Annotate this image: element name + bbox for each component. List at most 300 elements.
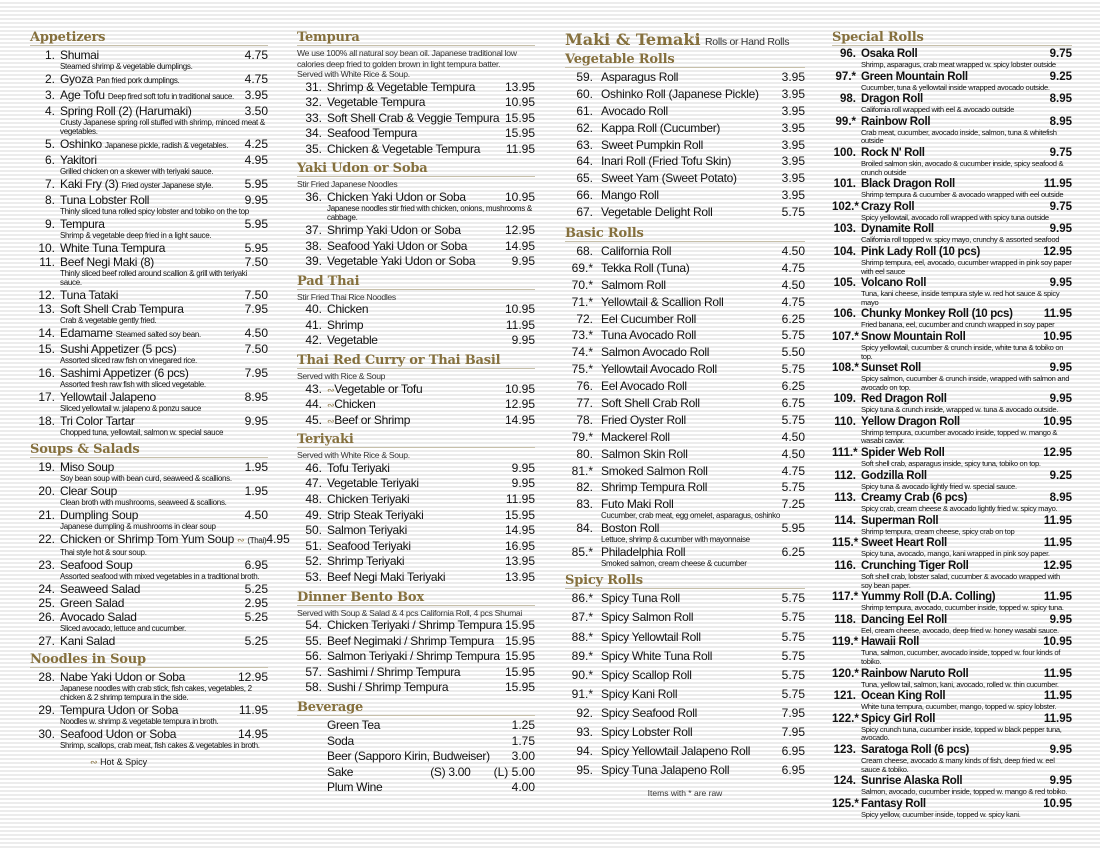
menu-item[interactable] <box>832 470 1072 493</box>
item-number: 89.* <box>571 648 593 663</box>
item-description: Cream cheese, avocado & many kinds of fish, deep fried w. eel sauce & tobiko. <box>861 755 1055 774</box>
item-number: 72. <box>576 311 593 326</box>
menu-item[interactable] <box>565 154 805 171</box>
item-name-wrap <box>327 476 419 490</box>
item-name: Tuna Avocado Roll <box>601 328 696 343</box>
item-price: 12.95 <box>237 670 268 684</box>
menu-item[interactable] <box>30 414 268 438</box>
item-name-wrap <box>60 177 213 193</box>
menu-item[interactable] <box>565 447 805 464</box>
menu-item[interactable] <box>565 312 805 329</box>
menu-item[interactable] <box>30 241 268 255</box>
item-body <box>601 545 805 569</box>
menu-item[interactable] <box>832 560 1072 591</box>
menu-item[interactable] <box>297 680 535 696</box>
raw-items-note: Items with * are raw <box>647 788 723 799</box>
item-name: Pink Lady Roll (10 pcs) <box>861 245 980 258</box>
item-name: Dancing Eel Roll <box>861 613 947 626</box>
item-name: Soft Shell Crab Tempura <box>60 302 184 316</box>
menu-item[interactable] <box>832 116 1072 147</box>
menu-item[interactable] <box>565 188 805 205</box>
item-name-row <box>327 476 535 490</box>
item-price: 10.95 <box>1043 797 1072 810</box>
item-body <box>861 331 1072 362</box>
menu-item[interactable] <box>832 362 1072 393</box>
item-name-row <box>327 649 535 663</box>
item-body <box>861 393 1072 416</box>
menu-item[interactable] <box>832 178 1072 201</box>
menu-item[interactable] <box>565 396 805 413</box>
menu-item[interactable] <box>565 278 805 295</box>
column-2 <box>297 30 535 800</box>
item-number: 38. <box>305 238 322 253</box>
item-name-row <box>601 687 805 701</box>
item-name-wrap <box>60 366 189 380</box>
menu-item[interactable] <box>297 382 535 398</box>
item-description: Soft shell crab, lobster salad, cucumber & avocado wrapped with soy bean paper. <box>861 572 1060 590</box>
item-price: 16.95 <box>504 538 535 553</box>
item-number: 70.* <box>571 277 593 292</box>
menu-item[interactable] <box>565 725 805 744</box>
item-price: 11.95 <box>505 492 535 506</box>
item-name-row <box>60 634 268 648</box>
menu-item[interactable] <box>30 703 268 727</box>
menu-item[interactable] <box>565 205 805 222</box>
menu-item[interactable] <box>30 193 268 217</box>
item-body <box>601 396 805 410</box>
menu-item[interactable] <box>30 137 268 153</box>
item-body <box>601 312 805 326</box>
item-body <box>327 142 535 156</box>
section-title: Yaki Udon or Soba <box>297 161 535 177</box>
item-name: Sashimi / Shrimp Tempura <box>327 664 461 679</box>
menu-item[interactable] <box>832 331 1072 362</box>
item-number: 90.* <box>571 667 593 682</box>
menu-item[interactable] <box>565 744 805 763</box>
menu-item[interactable] <box>565 649 805 668</box>
item-name-row <box>60 255 268 269</box>
item-name: Tuna Tataki <box>60 288 119 302</box>
item-name-wrap <box>601 480 707 494</box>
menu-item[interactable] <box>297 508 535 524</box>
menu-item[interactable] <box>30 532 290 558</box>
item-price: 4.50 <box>244 326 268 340</box>
item-price: 5.75 <box>781 205 805 220</box>
menu-item[interactable] <box>832 636 1072 667</box>
item-name-row <box>327 333 535 347</box>
menu-item[interactable] <box>565 464 805 481</box>
item-body <box>861 416 1072 447</box>
menu-section <box>30 30 268 438</box>
item-name-row <box>861 201 1072 214</box>
menu-item[interactable] <box>832 93 1072 116</box>
menu-item[interactable] <box>832 416 1072 447</box>
item-name: Gyoza <box>60 72 94 86</box>
item-name-wrap <box>601 261 690 275</box>
menu-item[interactable] <box>565 763 805 782</box>
item-number: 37. <box>305 222 322 237</box>
item-name-wrap <box>60 532 266 548</box>
item-description: White tuna tempura, cucumber, mango, topped w. spicy lobster. <box>861 702 1057 712</box>
menu-item[interactable] <box>832 492 1072 515</box>
hot-pepper-icon: ∾ <box>90 757 98 767</box>
menu-item[interactable] <box>297 111 535 127</box>
menu-item[interactable] <box>297 665 535 681</box>
menu-item[interactable] <box>30 508 268 532</box>
menu-item[interactable] <box>297 634 535 650</box>
item-name: Eel Cucumber Roll <box>601 311 696 326</box>
item-body <box>60 326 268 342</box>
hot-spicy-legend <box>30 757 268 768</box>
menu-item[interactable] <box>30 670 268 703</box>
menu-item[interactable] <box>30 366 268 390</box>
item-inline-note: Deep fired soft tofu in traditional sauce. <box>107 92 234 101</box>
item-name-row <box>601 464 805 478</box>
menu-item[interactable] <box>297 765 535 781</box>
item-description: Assorted seafood with mixed vegetables in a traditional broth. <box>60 572 260 581</box>
item-body <box>861 147 1072 178</box>
item-name: Avocado Roll <box>601 103 668 118</box>
menu-section <box>297 30 535 157</box>
menu-item[interactable] <box>565 413 805 430</box>
item-body <box>601 171 805 185</box>
item-name-wrap <box>601 591 680 605</box>
menu-item[interactable] <box>297 254 535 270</box>
item-price: 9.95 <box>1049 223 1072 236</box>
menu-item[interactable] <box>565 70 805 87</box>
item-number: 11. <box>39 255 55 269</box>
item-name: Superman Roll <box>861 514 939 527</box>
item-body <box>327 618 535 632</box>
item-name-wrap <box>60 302 184 316</box>
item-number: 9. <box>44 217 55 231</box>
menu-item[interactable] <box>565 430 805 447</box>
menu-item[interactable] <box>297 461 535 477</box>
item-name: Ocean King Roll <box>861 690 946 703</box>
item-name: Beef Negimaki / Shrimp Tempura <box>327 633 494 648</box>
item-name-row <box>861 713 1072 726</box>
menu-item[interactable] <box>297 239 535 255</box>
item-name: Vegetable Yaki Udon or Soba <box>327 254 476 269</box>
item-name-row <box>60 153 268 167</box>
menu-item[interactable] <box>30 104 268 137</box>
item-name: Spicy Kani Roll <box>601 686 678 701</box>
menu-item[interactable] <box>832 775 1072 798</box>
item-name: Smoked Salmon Roll <box>601 463 708 478</box>
menu-item[interactable] <box>565 295 805 312</box>
maki-sections <box>565 52 805 782</box>
menu-item[interactable] <box>832 537 1072 560</box>
menu-item[interactable] <box>832 393 1072 416</box>
item-price: 4.50 <box>781 244 805 259</box>
menu-section <box>565 573 805 782</box>
item-body <box>327 382 535 397</box>
menu-item[interactable] <box>832 246 1072 277</box>
item-name-wrap <box>327 680 448 694</box>
item-number: 116. <box>834 560 856 573</box>
item-name: Asparagus Roll <box>601 70 679 84</box>
menu-item[interactable] <box>565 591 805 610</box>
item-description: Sliced avocado, lettuce and cucumber. <box>60 624 186 633</box>
menu-item[interactable] <box>565 104 805 121</box>
item-name-wrap <box>60 634 115 648</box>
item-name-wrap <box>601 497 674 511</box>
menu-item[interactable] <box>565 362 805 379</box>
menu-item[interactable] <box>565 121 805 138</box>
item-price: 15.95 <box>504 649 535 664</box>
menu-item[interactable] <box>30 460 268 484</box>
menu-item[interactable] <box>30 217 268 241</box>
menu-item[interactable] <box>30 288 268 302</box>
item-body <box>60 727 268 751</box>
item-name-row <box>601 744 805 758</box>
menu-item[interactable] <box>565 328 805 345</box>
item-body <box>601 430 805 444</box>
menu-item[interactable] <box>297 302 535 318</box>
item-number: 22. <box>38 532 55 546</box>
item-body <box>861 537 1072 560</box>
item-body <box>861 798 1072 821</box>
item-name-wrap <box>60 703 178 717</box>
item-name: Crazy Roll <box>861 200 915 213</box>
item-price: 4.50 <box>781 446 805 461</box>
menu-item[interactable] <box>565 706 805 725</box>
item-name-wrap <box>601 763 729 777</box>
menu-item[interactable] <box>297 618 535 634</box>
menu-item[interactable] <box>30 634 268 648</box>
menu-section <box>297 274 535 349</box>
item-body <box>327 780 535 794</box>
menu-item[interactable] <box>30 484 268 508</box>
menu-item[interactable] <box>565 379 805 396</box>
menu-item[interactable] <box>30 326 268 342</box>
item-price: 13.95 <box>504 79 535 94</box>
menu-item[interactable] <box>297 397 535 413</box>
item-number: 78. <box>576 412 593 427</box>
item-name-wrap <box>60 255 154 269</box>
item-name: Beef Negi Maki (8) <box>60 255 154 269</box>
item-name: Beef or Shrimp <box>334 412 411 427</box>
menu-item[interactable] <box>832 668 1072 691</box>
menu-item[interactable] <box>565 480 805 497</box>
menu-item[interactable] <box>565 630 805 649</box>
item-price: 5.95 <box>244 241 268 255</box>
menu-item[interactable] <box>30 596 268 610</box>
item-name-wrap <box>327 333 378 347</box>
item-name: Boston Roll <box>601 521 660 536</box>
menu-item[interactable] <box>565 545 805 569</box>
menu-item[interactable] <box>832 201 1072 224</box>
menu-item[interactable] <box>297 649 535 665</box>
item-number: 94. <box>576 744 593 759</box>
item-body <box>601 413 805 427</box>
menu-item[interactable] <box>297 223 535 239</box>
item-name-row <box>601 362 805 376</box>
menu-item[interactable] <box>565 87 805 104</box>
item-body <box>861 668 1072 691</box>
menu-item[interactable] <box>832 277 1072 308</box>
menu-item[interactable] <box>832 308 1072 331</box>
item-name-row <box>327 539 535 553</box>
item-number: 109. <box>833 393 856 406</box>
menu-item[interactable] <box>832 591 1072 614</box>
menu-item[interactable] <box>832 798 1072 821</box>
menu-item[interactable] <box>565 244 805 261</box>
item-description: Japanese dumpling & mushrooms in clear soup <box>60 522 216 531</box>
menu-item[interactable] <box>565 668 805 687</box>
item-price: 5.75 <box>781 648 805 663</box>
item-price: 7.50 <box>244 255 268 269</box>
item-name-row <box>861 798 1072 811</box>
item-name-wrap <box>601 464 708 478</box>
item-number: 121. <box>833 690 856 703</box>
item-price: 3.95 <box>781 103 805 118</box>
menu-item[interactable] <box>30 582 268 596</box>
item-name-wrap <box>327 254 475 268</box>
menu-item[interactable] <box>297 333 535 349</box>
item-price: 10.95 <box>1043 415 1072 428</box>
menu-item[interactable] <box>565 261 805 278</box>
menu-item[interactable] <box>565 345 805 362</box>
menu-item[interactable] <box>832 71 1072 94</box>
menu-item[interactable] <box>565 687 805 706</box>
menu-item[interactable] <box>565 497 805 521</box>
item-name-wrap <box>601 295 724 309</box>
menu-item[interactable] <box>30 153 268 177</box>
item-body <box>601 687 805 701</box>
item-name-wrap <box>861 416 960 429</box>
menu-section <box>297 432 535 585</box>
item-number: 17. <box>38 390 55 404</box>
menu-item[interactable] <box>30 255 268 288</box>
menu-item[interactable] <box>832 614 1072 637</box>
menu-item[interactable] <box>297 523 535 539</box>
item-name: Spicy Lobster Roll <box>601 725 693 740</box>
item-name-row <box>601 706 805 720</box>
menu-item[interactable] <box>297 126 535 142</box>
item-number: 8. <box>44 193 55 207</box>
item-name: Shrimp Teriyaki <box>327 554 405 569</box>
menu-item[interactable] <box>297 476 535 492</box>
menu-item[interactable] <box>30 88 268 104</box>
menu-section <box>297 161 535 269</box>
item-name: Vegetable <box>327 333 378 348</box>
menu-item[interactable] <box>297 142 535 158</box>
item-name-wrap <box>327 80 475 94</box>
menu-item[interactable] <box>30 390 268 414</box>
menu-item[interactable] <box>832 744 1072 775</box>
menu-item[interactable] <box>565 521 805 545</box>
menu-item[interactable] <box>565 171 805 188</box>
item-price: 5.75 <box>781 412 805 427</box>
item-body <box>327 95 535 109</box>
menu-item[interactable] <box>297 95 535 111</box>
item-price: 9.95 <box>1049 743 1072 756</box>
item-name-row <box>60 390 268 404</box>
item-name: Black Dragon Roll <box>861 178 955 191</box>
item-price: 11.95 <box>1043 712 1072 725</box>
item-description: Spicy crab, cream cheese & avocado lightly fried w. spicy mayo. <box>861 504 1058 514</box>
menu-item[interactable] <box>832 147 1072 178</box>
item-number: 13. <box>38 302 55 316</box>
menu-item[interactable] <box>832 690 1072 713</box>
item-number: 12. <box>38 288 55 302</box>
item-name-wrap <box>601 725 692 739</box>
menu-item[interactable] <box>832 447 1072 470</box>
item-number: 97.* <box>835 70 856 83</box>
item-name-wrap <box>601 328 696 342</box>
menu-item[interactable] <box>297 413 535 429</box>
menu-item[interactable] <box>30 610 268 634</box>
menu-item[interactable] <box>30 558 268 582</box>
item-number: 62. <box>576 120 593 135</box>
item-price: 12.95 <box>1043 245 1072 258</box>
menu-item[interactable] <box>297 190 535 223</box>
item-name-wrap <box>601 312 696 326</box>
menu-item[interactable] <box>297 539 535 555</box>
hot-pepper-icon: ∾ <box>327 384 335 395</box>
item-price: 4.75 <box>244 72 268 86</box>
menu-item[interactable] <box>297 492 535 508</box>
item-body <box>60 104 268 137</box>
item-name-row <box>601 379 805 393</box>
item-name-row <box>601 447 805 461</box>
menu-item[interactable] <box>30 342 268 366</box>
menu-item[interactable] <box>297 734 535 750</box>
menu-item[interactable] <box>832 515 1072 538</box>
legend-label: Hot & Spicy <box>100 757 148 767</box>
menu-item[interactable] <box>832 48 1072 71</box>
menu-item[interactable] <box>297 749 535 765</box>
menu-item[interactable] <box>297 554 535 570</box>
item-number: 44. <box>305 397 322 412</box>
item-name: Inari Roll (Fried Tofu Skin) <box>601 154 732 169</box>
menu-item[interactable] <box>297 780 535 796</box>
item-name-wrap <box>60 460 114 474</box>
item-description: Spicy yellowtail, cucumber & crunch inside, white tuna & tobiko on top. <box>861 342 1064 361</box>
item-name-wrap <box>60 484 117 498</box>
item-name: Miso Soup <box>60 460 114 474</box>
menu-item[interactable] <box>30 302 268 326</box>
item-name-row <box>60 460 268 474</box>
menu-item[interactable] <box>565 138 805 155</box>
item-description: Lettuce, shrimp & cucumber with mayonnaise <box>601 535 750 545</box>
menu-item[interactable] <box>832 713 1072 744</box>
menu-item[interactable] <box>297 80 535 96</box>
menu-item[interactable] <box>297 718 535 734</box>
item-number: 100. <box>833 146 856 159</box>
menu-item[interactable] <box>297 318 535 334</box>
menu-item[interactable] <box>30 177 268 193</box>
menu-item[interactable] <box>30 48 268 72</box>
menu-item[interactable] <box>832 223 1072 246</box>
menu-item[interactable] <box>30 72 268 88</box>
menu-item[interactable] <box>30 727 268 751</box>
item-number: 122.* <box>832 712 859 725</box>
item-name-row <box>60 366 268 380</box>
menu-section <box>297 353 535 428</box>
item-name-row <box>601 261 805 275</box>
item-price: 11.95 <box>1043 690 1072 703</box>
item-body <box>601 295 805 309</box>
item-name: Beef Negi Maki Teriyaki <box>327 569 446 584</box>
column-4 <box>832 30 1072 824</box>
menu-item[interactable] <box>565 610 805 629</box>
item-name-wrap <box>60 342 177 356</box>
menu-item[interactable] <box>297 570 535 586</box>
item-number: 74.* <box>571 345 593 360</box>
item-number: 24. <box>38 582 55 596</box>
